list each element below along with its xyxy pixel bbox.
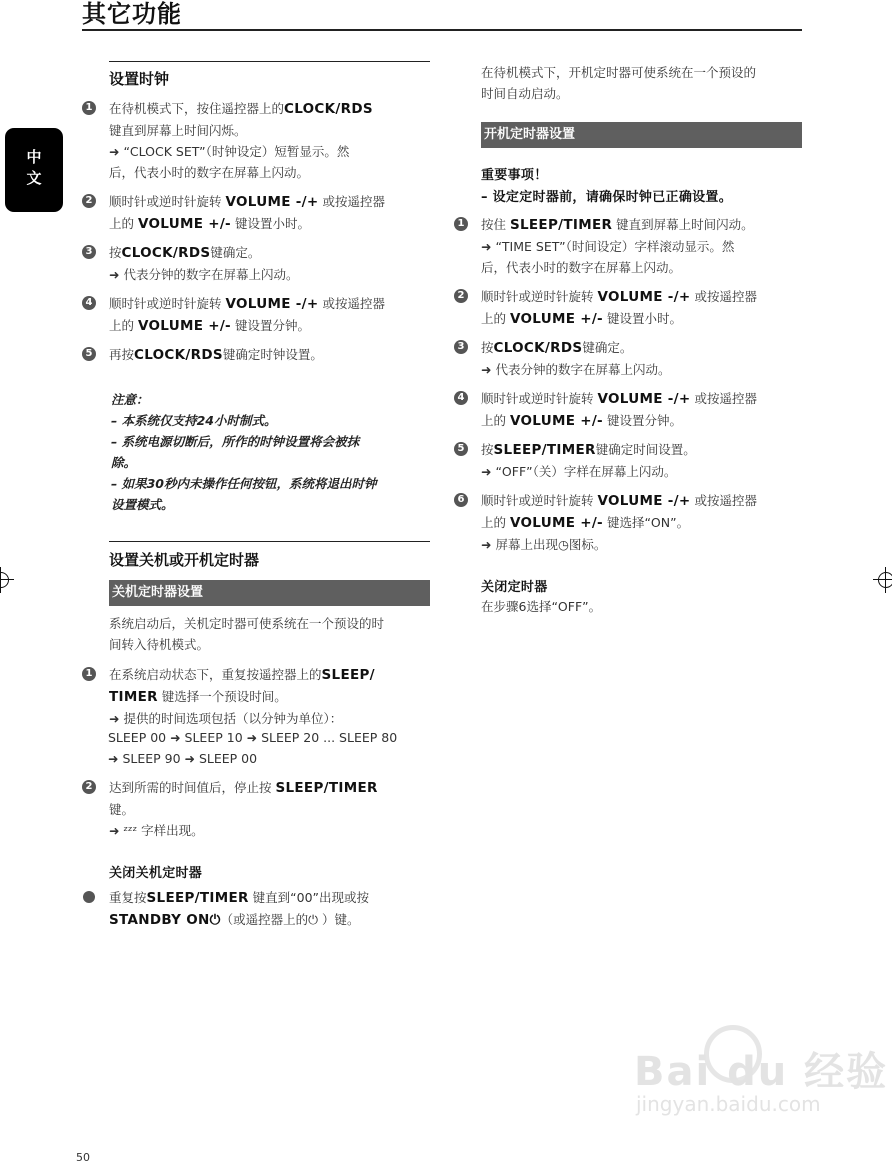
on-step-3: 3 按CLOCK/RDS键确定。 ➜ 代表分钟的数字在屏幕上闪动。 [454, 337, 804, 380]
sleep-timer-bar: 关机定时器设置 [109, 580, 430, 606]
clock-step-5: 5 再按CLOCK/RDS键确定时钟设置。 [82, 344, 432, 366]
note-block: 注意： – 本系统仅支持24小时制式。 – 系统电源切断后，所作的时钟设置将会被抹 除。 – 如果30秒内未操作任何按钮，系统将退出时钟 设置模式。 [111, 389, 433, 515]
title-rule [82, 29, 802, 31]
sleep-options: SLEEP 00 ➜ SLEEP 10 ➜ SLEEP 20 ... SLEEP 80 ➜ SLEEP 90 ➜ SLEEP 00 [108, 730, 398, 766]
on-step-5: 5 按SLEEP/TIMER键确定时间设置。 ➜ “OFF”（关）字样在屏幕上闪动。 [454, 439, 804, 482]
language-tab-label: 中文 [24, 149, 43, 191]
clock-step-4: 4 顺时针或逆时针旋转 VOLUME -/+ 或按遥控器 上的 VOLUME +/- 键设置分钟。 [82, 293, 432, 337]
step-number: 3 [454, 340, 468, 354]
sleep-off-step: 重复按SLEEP/TIMER 键直到“00”出现或按 STANDBY ON⏻（或遥控器上的⏻ ）键。 [82, 887, 432, 931]
timer-off-text: 在步骤6选择“OFF”。 [481, 599, 602, 614]
important-line: – 设定定时器前，请确保时钟已正确设置。 [481, 190, 733, 205]
registration-mark [878, 572, 892, 588]
timer-on-bar: 开机定时器设置 [481, 122, 802, 148]
page-title: 其它功能 [82, 0, 182, 28]
on-step-2: 2 顺时针或逆时针旋转 VOLUME -/+ 或按遥控器 上的 VOLUME +/- 键设置小时。 [454, 286, 804, 330]
step-number: 3 [82, 245, 96, 259]
timer-on-intro: 在待机模式下，开机定时器可使系统在一个预设的 时间自动启动。 [481, 65, 757, 101]
section-rule [109, 541, 430, 542]
timer-off-title: 关闭定时器 [481, 580, 548, 595]
registration-mark [0, 572, 9, 588]
sleep-off-title: 关闭关机定时器 [109, 866, 203, 881]
step-number: 4 [82, 296, 96, 310]
step-number: 5 [454, 442, 468, 456]
clock-step-3: 3 按CLOCK/RDS键确定。 ➜ 代表分钟的数字在屏幕上闪动。 [82, 242, 432, 285]
clock-step-2: 2 顺时针或逆时针旋转 VOLUME -/+ 或按遥控器 上的 VOLUME +/- 键设置小时。 [82, 191, 432, 235]
watermark-url: jingyan.baidu.com [636, 1092, 821, 1116]
clock-step-1: 1 在待机模式下，按住遥控器上的CLOCK/RDS 键直到屏幕上时间闪烁。 ➜ “CLOCK SET”（时钟设定）短暂显示。然 后，代表小时的数字在屏幕上闪动。 [82, 98, 432, 183]
sleep-step-2: 2 达到所需的时间值后，停止按 SLEEP/TIMER 键。 ➜ ᶻᶻᶻ 字样出现。 [82, 777, 432, 841]
step-number: 1 [454, 217, 468, 231]
language-tab [5, 128, 63, 212]
sleep-step-1: 1 在系统启动状态下，重复按遥控器上的SLEEP/ TIMER 键选择一个预设时间。 ➜ 提供的时间选项包括（以分钟为单位）： [82, 664, 432, 729]
step-number: 2 [82, 780, 96, 794]
note-label: 注意： [111, 392, 149, 407]
on-step-4: 4 顺时针或逆时针旋转 VOLUME -/+ 或按遥控器 上的 VOLUME +/- 键设置分钟。 [454, 388, 804, 432]
step-number: 1 [82, 101, 96, 115]
bullet-dot [83, 891, 95, 903]
step-number: 2 [454, 289, 468, 303]
on-step-1: 1 按住 SLEEP/TIMER 键直到屏幕上时间闪动。 ➜ “TIME SET”（时间设定）字样滚动显示。然 后，代表小时的数字在屏幕上闪动。 [454, 214, 804, 278]
step-number: 2 [82, 194, 96, 208]
section-title-clock: 设置时钟 [109, 70, 170, 88]
page-number: 50 [76, 1151, 90, 1164]
section-rule [109, 61, 430, 62]
sleep-timer-intro: 系统启动后，关机定时器可使系统在一个预设的时 间转入待机模式。 [109, 616, 385, 652]
important-label: 重要事项！ [481, 168, 548, 183]
section-title-timer: 设置关机或开机定时器 [109, 551, 260, 569]
step-number: 1 [82, 667, 96, 681]
step-number: 5 [82, 347, 96, 361]
step-number: 6 [454, 493, 468, 507]
on-step-6: 6 顺时针或逆时针旋转 VOLUME -/+ 或按遥控器 上的 VOLUME +/- 键选择“ON”。 ➜ 屏幕上出现◷图标。 [454, 490, 804, 555]
watermark-brand: Bai du 经验 [634, 1049, 889, 1095]
step-number: 4 [454, 391, 468, 405]
